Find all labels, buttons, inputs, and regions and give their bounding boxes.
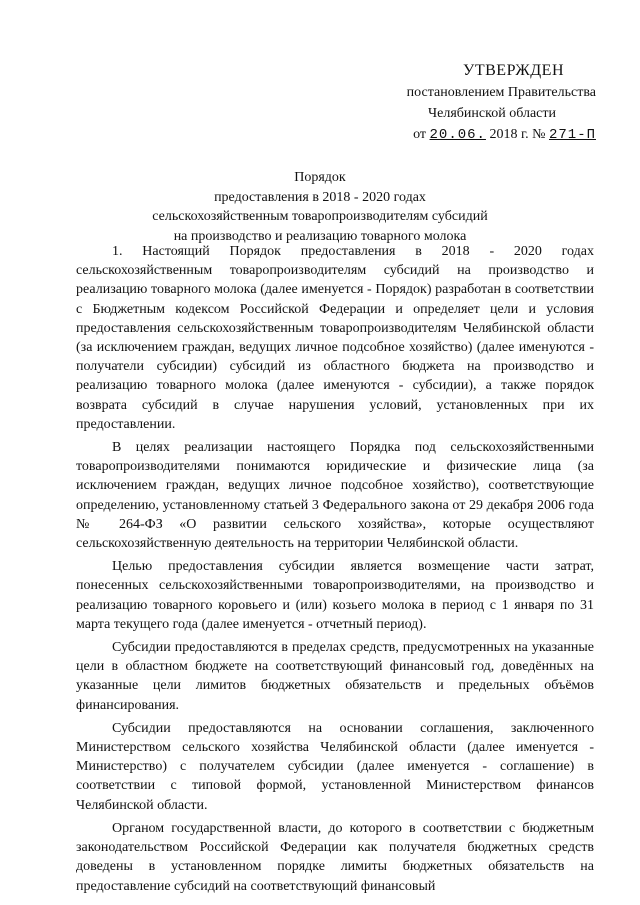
title-line-4: на производство и реализацию товарного молока xyxy=(173,228,467,244)
year-number-label: 2018 г. № xyxy=(489,127,546,142)
handwritten-number: 271-П xyxy=(548,127,596,143)
paragraph-4: Субсидии предоставляются в пределах средств, предусмотренных на указанные цели в областном бюджете на соответствующий финансовый год, доведённых на указанные цели лимитов бюджетных обязательств и предельных объёмов финансирования. xyxy=(76,640,594,713)
paragraph-6: Органом государственной власти, до которого в соответствии с бюджетным законодательством Российской Федерации как получателя бюджетных средств доведены в установленном порядке лимиты бюджетных обязательств на предоставление субсидий на соответствующий финансовый xyxy=(76,820,594,894)
handwritten-date: 20.06. xyxy=(429,127,486,143)
approval-heading: УТВЕРЖДЕН xyxy=(463,62,564,79)
approval-line-government: постановлением Правительства xyxy=(406,85,596,100)
date-prefix: от xyxy=(413,127,427,142)
title-line-1: Порядок xyxy=(294,170,346,185)
approval-block xyxy=(368,60,598,146)
paragraph-3: Целью предоставления субсидии является возмещение части затрат, понесенных сельскохозяйственными товаропроизводителями, на производство и реализацию товарного коровьего и (или) козьего молока в период с 1 января по 31 марта текущего года (далее именуется - отчетный период). xyxy=(76,559,594,632)
approval-date-line xyxy=(368,124,596,146)
document-body xyxy=(76,242,594,896)
approval-line-region: Челябинской области xyxy=(428,106,556,121)
title-line-3: сельскохозяйственным товаропроизводителям субсидий xyxy=(152,209,488,224)
title-line-2: предоставления в 2018 - 2020 годах xyxy=(214,189,426,205)
paragraph-2: В целях реализации настоящего Порядка под сельскохозяйственными товаропроизводителями понимаются юридические и физические лица (за исключением граждан, ведущих личное подсобное хозяйство), соответствующие определению, установленному статьей 3 Федерального закона от 29 декабря 2006 года № 264-ФЗ «О развитии сельского хозяйства», которые осуществляют сельскохозяйственную деятельность на территории Челябинской области. xyxy=(76,440,594,552)
paragraph-5: Субсидии предоставляются на основании соглашения, заключенного Министерством сельского хозяйства Челябинской области (далее именуется - Министерство) с получателем субсидии (далее именуется - соглашение) в соответствии с типовой формой, установленной Министерством финансов Челябинской области. xyxy=(76,720,594,813)
document-title xyxy=(60,168,580,246)
paragraph-1: 1. Настоящий Порядок предоставления в 2018 - 2020 годах сельскохозяйственным товаропроизводителям субсидий на производство и реализацию товарного молока (далее именуется - Порядок) разработан в соответствии с Бюджетным кодексом Российской Федерации и определяет цели и условия предоставления сельскохозяйственным товаропроизводителям Челябинской области (за исключением граждан, ведущих личное подсобное хозяйство) (далее именуются - получатели субсидии) субсидий из областного бюджета на производство и реализацию товарного молока (далее именуются - субсидии), а также порядок возврата субсидий в случае нарушения условий, установленных при их предоставлении. xyxy=(76,244,594,432)
